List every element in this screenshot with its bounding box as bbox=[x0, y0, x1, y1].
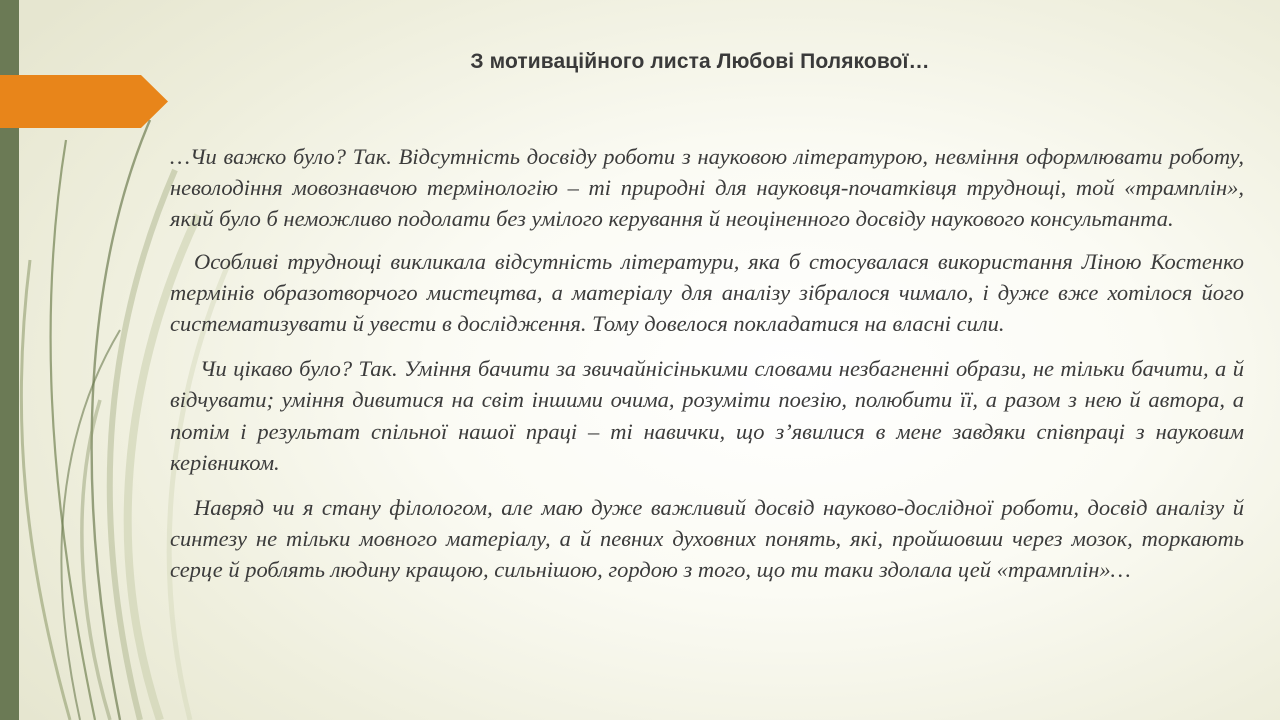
paragraph-4: Навряд чи я стану філологом, але маю дуже важливий досвід науково-дослідної роботи, досвід аналізу й синтезу не тільки мовного матеріалу, а й певних духовних понять, які, пройшовши через мозок, торкають серце й роблять людину кращою, сильнішою, гордою з того, що ти таки здолала цей «трамплін»… bbox=[170, 495, 1244, 583]
paragraph-1: …Чи важко було? Так. Відсутність досвіду роботи з науковою літературою, невміння оформлювати роботу, неволодіння мовознавчою термінологію – ті природні для науковця-початківця труднощі, той «трамплін», який було б неможливо подолати без умілого керування й неоціненного досвіду наукового консультанта. bbox=[170, 144, 1244, 232]
slide-body bbox=[170, 141, 1244, 597]
paragraph-3: Чи цікаво було? Так. Уміння бачити за звичайнісінькими словами незбагненні образи, не тільки бачити, а й відчувати; уміння дивитися на світ іншими очима, розуміти поезію, полюбити її, а разом з нею й автора, а потім і результат спільної нашої праці – ті навички, що з’явилися в мене завдяки співпраці з науковим керівником. bbox=[170, 356, 1244, 475]
slide-title: З мотиваційного листа Любові Полякової… bbox=[470, 50, 930, 73]
orange-arrow-shape bbox=[0, 75, 168, 128]
paragraph-2: Особливі труднощі викликала відсутність літератури, яка б стосувалася використання Ліною Костенко термінів образотворчого мистецтва, а матеріалу для аналізу зібралося чимало, і дуже вже хотілося його систематизувати й увести в дослідження. Тому довелося покладатися на власні сили. bbox=[170, 248, 1244, 337]
